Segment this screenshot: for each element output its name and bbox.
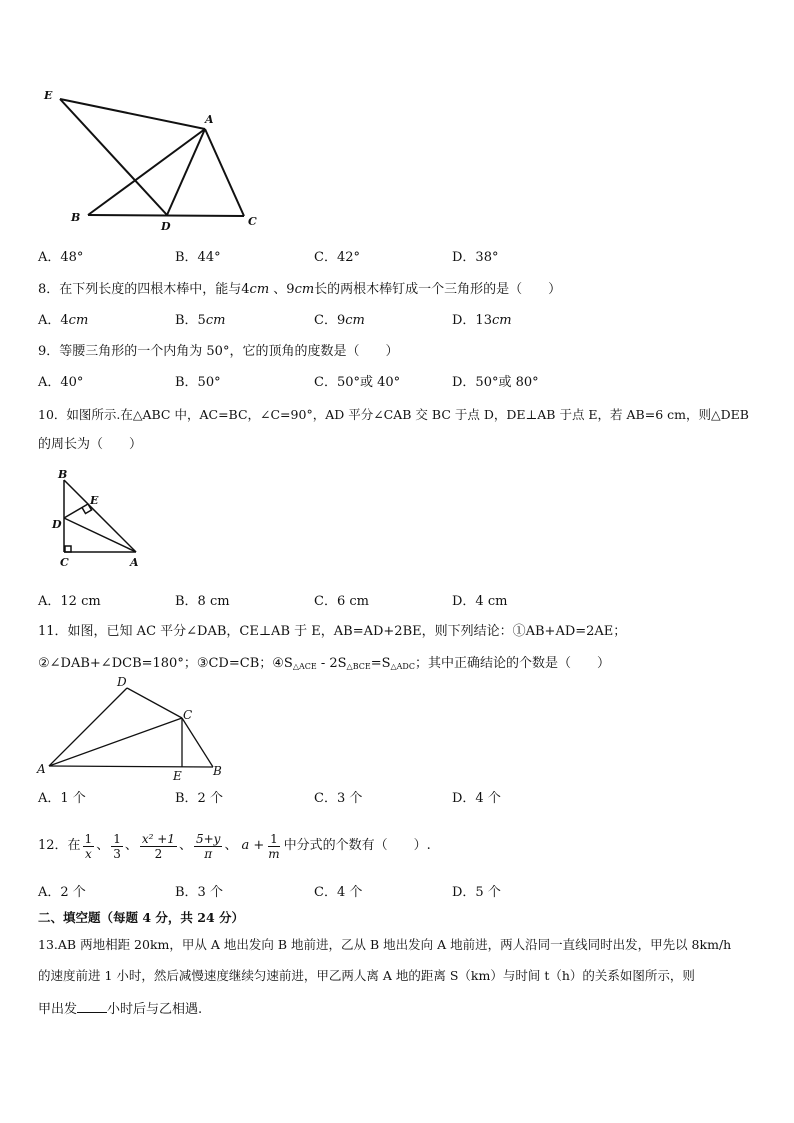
q11-option-d: D．4 个 [452, 791, 501, 806]
q8-unit-2: cm [294, 282, 315, 297]
q11-figure [35, 675, 235, 785]
point-label-D: D [161, 220, 171, 233]
q8-option-a: A．4cm [38, 313, 89, 328]
fraction-1-over-m: $\frac{1}{m}$ [268, 831, 280, 861]
q10-option-a: A．12 cm [38, 594, 101, 609]
point-label-A: A [205, 113, 214, 126]
q8-text-c: 长的两根木棒钉成一个三角形的是（ ） [314, 282, 562, 297]
point-label-E: E [44, 89, 53, 102]
q13-question-line-2: 的速度前进 1 小时，然后减慢速度继续匀速前进，甲乙两人离 A 地的距离 S（km）与时间 t（h）的关系如图所示，则 [38, 968, 695, 983]
q13-question-line-1: 13.AB 两地相距 20km，甲从 A 地出发向 B 地前进，乙从 B 地出发向 A 地前进，两人沿同一直线同时出发，甲先以 8km/h [38, 937, 732, 952]
q7-option-b: B．44° [175, 250, 221, 265]
answer-blank[interactable] [77, 1001, 107, 1013]
q9-question: 9．等腰三角形的一个内角为 50°，它的顶角的度数是（ ） [38, 344, 399, 359]
q10-option-d: D．4 cm [452, 594, 508, 609]
q12-option-d: D．5 个 [452, 885, 501, 900]
q10-option-b: B．8 cm [175, 594, 230, 609]
fraction-1-over-x: $\frac{1}{x}$ [84, 831, 93, 861]
q12-question: 12．在 $\frac{1}{x}$ 、 $\frac{1}{3}$ 、 $\frac{\text{x² +1}}{2}$ 、 $\frac{5+y}{\pi}$ 、 a + $\frac{1}{m}$ 中分式的个数有（ ）. [38, 831, 431, 861]
point-label-C: C [183, 708, 193, 722]
q7-option-c: C．42° [314, 250, 360, 265]
point-label-A: A [37, 762, 46, 776]
q12-option-a: A．2 个 [38, 885, 86, 900]
q10-figure [50, 468, 150, 573]
q9-option-c: C．50°或 40° [314, 375, 401, 390]
q8-option-d: D．13cm [452, 313, 512, 328]
q9-option-a: A．40° [38, 375, 84, 390]
point-label-C: C [60, 556, 69, 569]
q8-option-c: C．9cm [314, 313, 365, 328]
q8-option-b: B．5cm [175, 313, 226, 328]
q10-question-line-2: 的周长为（ ） [38, 437, 143, 452]
q8-text-b: 、9 [269, 282, 295, 297]
fraction-5-plus-y-over-pi: $\frac{5+y}{\pi}$ [195, 831, 221, 861]
q11-option-b: B．2 个 [175, 791, 223, 806]
q13-question-line-3: 甲出发 小时后与乙相遇. [38, 1002, 203, 1017]
q7-figure [40, 85, 270, 235]
point-label-E: E [90, 494, 99, 507]
point-label-B: B [213, 764, 222, 778]
q11-option-c: C．3 个 [314, 791, 363, 806]
point-label-D: D [117, 675, 127, 689]
q10-option-c: C．6 cm [314, 594, 369, 609]
q10-question-line-1: 10．如图所示.在△ABC 中，AC=BC，∠C=90°，AD 平分∠CAB 交 BC 于点 D，DE⊥AB 于点 E，若 AB=6 cm，则△DEB [38, 407, 749, 422]
section-heading: 二、填空题（每题 4 分，共 24 分） [38, 910, 245, 925]
fraction-x2-plus-1-over-2: $\frac{\text{x² +1}}{2}$ [141, 831, 175, 861]
q8-question [38, 282, 561, 298]
point-label-B: B [71, 211, 81, 224]
q9-option-d: D．50°或 80° [452, 375, 539, 390]
q7-option-a: A．48° [38, 250, 84, 265]
fraction-1-over-3: $\frac{1}{3}$ [113, 831, 121, 861]
point-label-D: D [52, 518, 62, 531]
q11-question-line-2: ②∠DAB+∠DCB=180°；③CD=CB；$④S_{\triangle ACE} - 2S_{\triangle BCE}=S_{\triangle ADC}$；其中正确结论的个数是（ ） [38, 656, 610, 671]
q11-question-line-1: 11．如图，已知 AC 平分∠DAB，CE⊥AB 于 E，AB=AD+2BE，则下列结论：①AB+AD=2AE； [38, 624, 627, 639]
point-label-E: E [173, 769, 182, 783]
q12-option-c: C．4 个 [314, 885, 363, 900]
q11-option-a: A．1 个 [38, 791, 86, 806]
q8-text-a: 8．在下列长度的四根木棒中，能与4 [38, 282, 250, 297]
q8-unit-1: cm [249, 282, 270, 297]
point-label-B: B [58, 468, 68, 481]
q12-option-b: B．3 个 [175, 885, 223, 900]
q7-option-d: D．38° [452, 250, 499, 265]
q9-option-b: B．50° [175, 375, 221, 390]
point-label-A: A [130, 556, 139, 569]
point-label-C: C [248, 215, 257, 228]
